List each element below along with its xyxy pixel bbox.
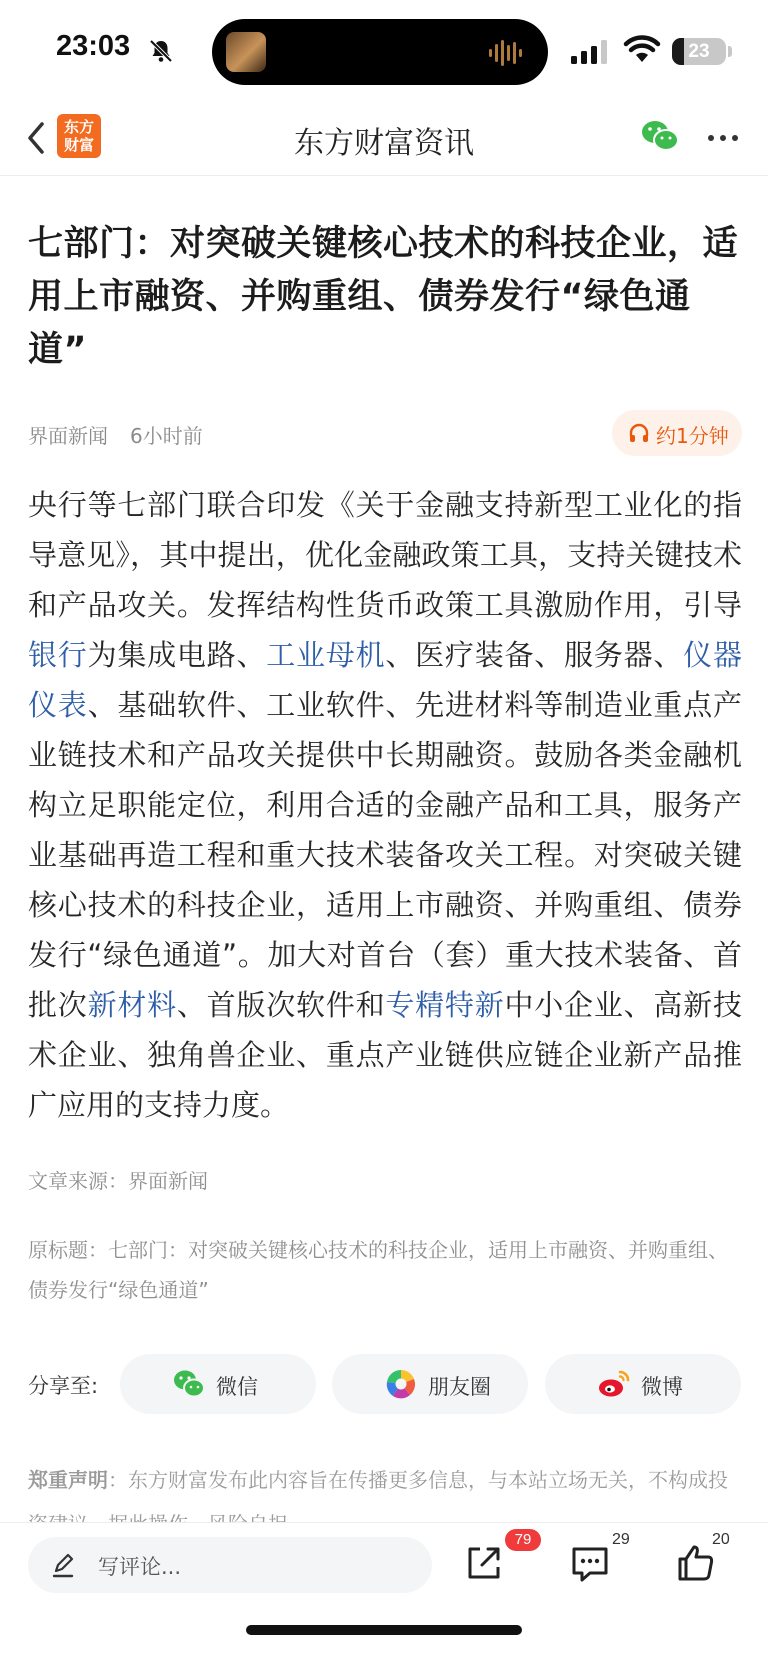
share-row bbox=[28, 1354, 742, 1414]
comment-input[interactable] bbox=[28, 1537, 432, 1593]
article-meta bbox=[28, 410, 742, 456]
battery-tip bbox=[728, 46, 732, 57]
article-body bbox=[28, 480, 742, 1130]
keyword-link[interactable]: 银行 bbox=[28, 638, 88, 672]
article-time: 6小时前 bbox=[130, 424, 203, 448]
share-moments-button[interactable] bbox=[332, 1354, 528, 1414]
share-weibo-button[interactable] bbox=[545, 1354, 741, 1414]
keyword-link[interactable]: 工业母机 bbox=[266, 638, 386, 672]
page-title: 东方财富资讯 bbox=[294, 126, 474, 161]
disclaimer-text: ：东方财富发布此内容旨在传播更多信息，与本站立场无关，不构成投 bbox=[108, 1468, 728, 1492]
body-text-segment: 央行等七部门联合印发《关于金融支持新型工业化的指导意见》，其中提出，优化金融政策工具，支持关键技术和产品攻关。发挥结构性货币政策工具激励作用，引导 bbox=[28, 488, 742, 622]
article-header bbox=[28, 218, 742, 377]
audio-waveform-icon bbox=[488, 39, 526, 67]
body-text-segment: 为集成电路、 bbox=[87, 638, 267, 672]
battery-icon bbox=[672, 38, 726, 65]
comment-placeholder: 写评论... bbox=[98, 1555, 182, 1579]
headphones-icon bbox=[628, 422, 650, 444]
share-moments-label: 朋友圈 bbox=[428, 1375, 491, 1399]
more-options-icon[interactable] bbox=[703, 120, 743, 156]
moments-aperture-icon bbox=[384, 1368, 418, 1400]
like-count: 20 bbox=[712, 1531, 730, 1548]
body-text-segment: 中小企业、高新技术企业、独角兽企业、重点产业链供应链企业新产品推广应用的支持力度。 bbox=[28, 988, 742, 1122]
disclaimer bbox=[28, 1458, 742, 1520]
back-chevron-icon[interactable] bbox=[20, 118, 52, 158]
wifi-icon bbox=[624, 36, 660, 64]
body-text-segment: 、基础软件、工业软件、先进材料等制造业重点产业链技术和产品攻关提供中长期融资。鼓励各类金融机构立足职能定位，利用合适的金融产品和工具，服务产业基础再造工程和重大技术装备攻关工程。对突破关键核心技术的科技企业，适用上市融资、并购重组、债券发行“绿色通道”。加大对首台（套）重大技术装备、首批次 bbox=[28, 688, 742, 1022]
original-title: 原标题：七部门：对突破关键核心技术的科技企业，适用上市融资、并购重组、债券发行“绿色通道” bbox=[28, 1238, 728, 1302]
body-text-segment: 、医疗装备、服务器、 bbox=[385, 638, 684, 672]
share-label: 分享至: bbox=[28, 1374, 99, 1398]
wechat-icon bbox=[172, 1368, 206, 1400]
share-wechat-label: 微信 bbox=[216, 1375, 258, 1399]
keyword-link[interactable]: 专精特新 bbox=[385, 988, 505, 1022]
listen-button[interactable] bbox=[612, 410, 742, 456]
share-wechat-button[interactable] bbox=[120, 1354, 316, 1414]
share-weibo-label: 微博 bbox=[641, 1375, 683, 1399]
share-out-icon[interactable] bbox=[462, 1541, 506, 1585]
keyword-link[interactable]: 新材料 bbox=[87, 988, 177, 1022]
comment-bubble-icon[interactable] bbox=[568, 1541, 612, 1585]
body-text-segment: 、首版次软件和 bbox=[176, 988, 386, 1022]
article-source[interactable]: 界面新闻 bbox=[28, 424, 108, 448]
weibo-icon bbox=[597, 1368, 631, 1400]
dynamic-island[interactable] bbox=[212, 19, 548, 85]
bottom-action-bar bbox=[0, 1522, 768, 1665]
app-logo: 东方 财富 bbox=[57, 114, 101, 158]
status-time: 23:03 bbox=[56, 30, 131, 62]
status-bar bbox=[0, 0, 768, 100]
home-indicator[interactable] bbox=[246, 1625, 522, 1635]
listen-duration: 约1分钟 bbox=[656, 424, 729, 448]
now-playing-artwork bbox=[226, 32, 266, 72]
nav-bar bbox=[0, 100, 768, 176]
share-count-badge: 79 bbox=[505, 1529, 541, 1551]
wechat-icon[interactable] bbox=[640, 118, 680, 154]
bell-muted-icon bbox=[148, 38, 174, 64]
cellular-signal-icon bbox=[571, 40, 609, 64]
keyword-link[interactable]: 仪器仪表 bbox=[28, 638, 742, 722]
battery-percent: 23 bbox=[688, 41, 710, 62]
comment-count: 29 bbox=[612, 1531, 630, 1548]
article-source-line: 文章来源：界面新闻 bbox=[28, 1169, 208, 1193]
pen-icon bbox=[50, 1551, 76, 1579]
article-headline: 七部门：对突破关键核心技术的科技企业，适用上市融资、并购重组、债券发行“绿色通道” bbox=[28, 224, 739, 370]
disclaimer-title: 郑重声明 bbox=[28, 1468, 108, 1492]
